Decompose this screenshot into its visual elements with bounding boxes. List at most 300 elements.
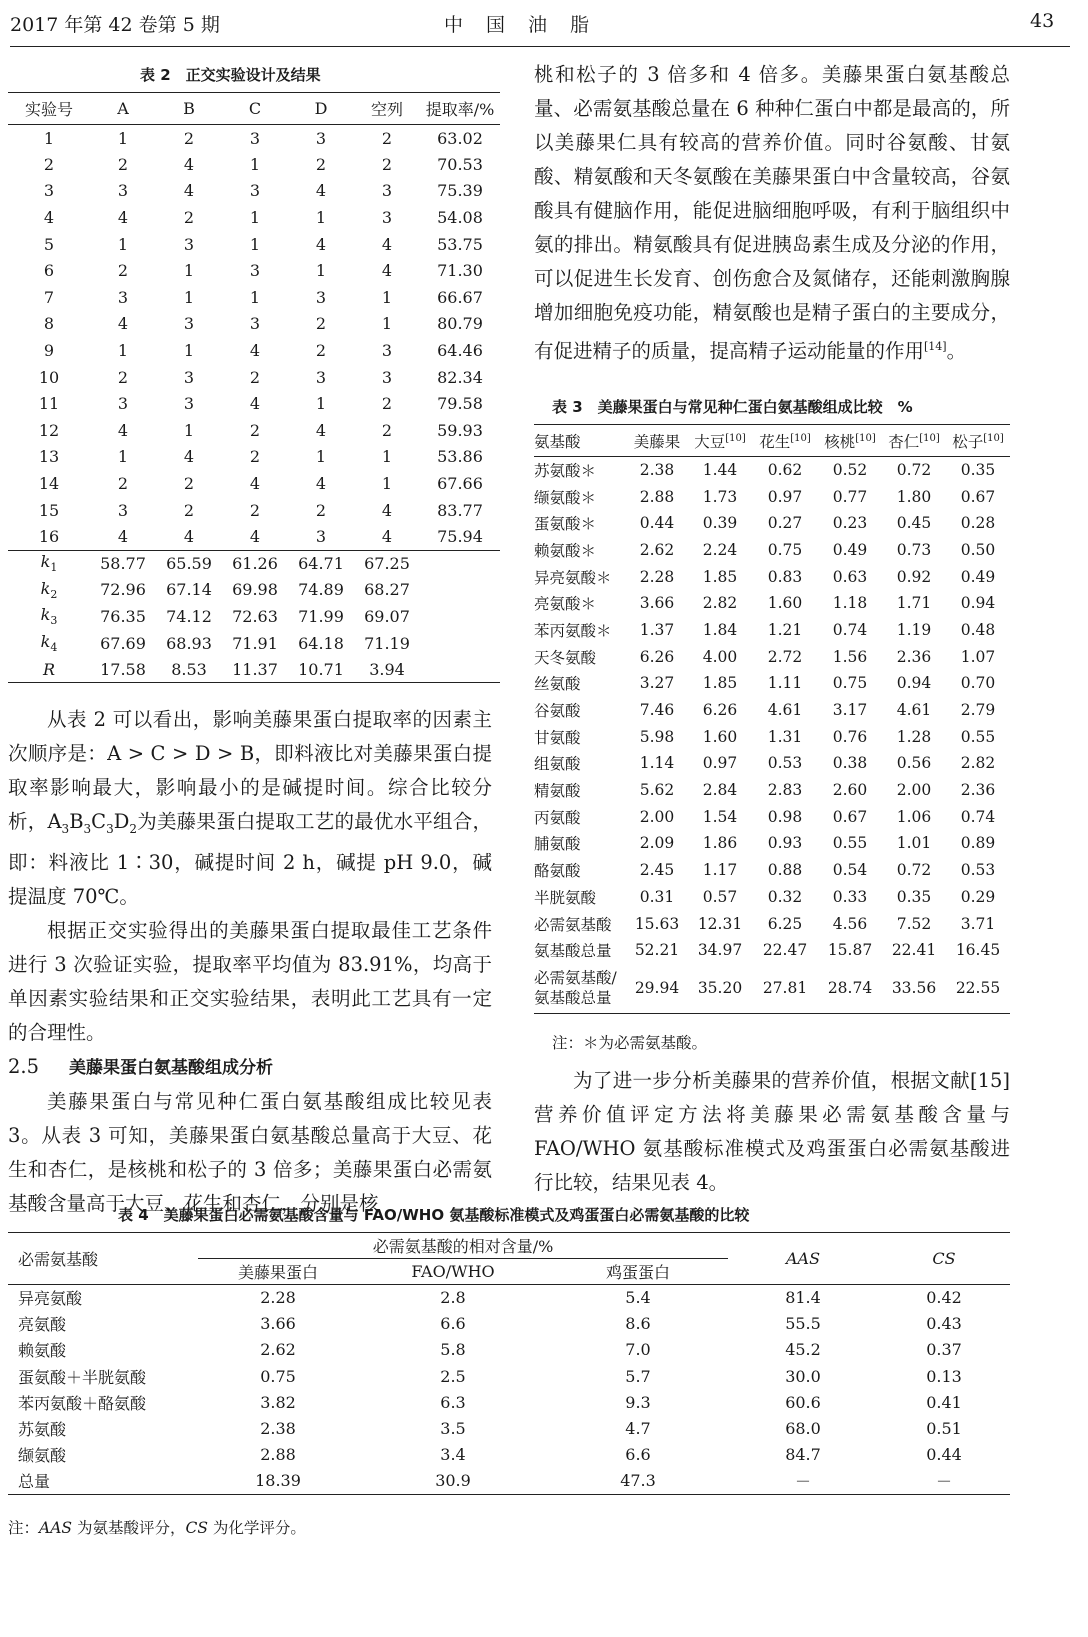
paragraph-verification: 根据正交实验得出的美藤果蛋白提取最佳工艺条件进行 3 次验证实验，提取率平均值为 83.91%，均高于单因素实验结果和正交实验结果，表明此工艺具有一定的合理性。: [8, 918, 492, 1044]
table3-cell: 1.14: [639, 754, 675, 773]
table3-note: 注：＊为必需氨基酸。: [552, 1034, 708, 1052]
table3-cell: 0.35: [896, 887, 932, 906]
table3-header-cell: 松子[10]: [952, 432, 1004, 451]
table2-cell: 2: [249, 367, 261, 387]
table4-cell: 0.51: [926, 1419, 962, 1439]
table4-cell: 3.82: [260, 1392, 296, 1412]
table3-cell: 2.88: [639, 487, 675, 506]
table4-cell: 9.3: [625, 1392, 651, 1412]
table2-cell: 3: [117, 287, 129, 307]
table2-k-cell: 3.94: [369, 659, 405, 679]
table2-cell: 53.86: [437, 447, 483, 467]
table2-cell: 1: [249, 208, 261, 228]
table3-cell: 0.53: [767, 754, 803, 773]
table4-cell: 45.2: [785, 1340, 821, 1360]
table3-row: [534, 537, 1010, 564]
table2-cell: 2: [249, 500, 261, 520]
table2-k-row: [8, 630, 500, 657]
table3-cell: 22.47: [762, 941, 808, 960]
table3-cell: 4.00: [702, 647, 738, 666]
table4-cell: 0.42: [926, 1288, 962, 1308]
table3-cell: 天冬氨酸: [534, 648, 597, 667]
table2-cell: 13: [38, 447, 60, 467]
table3-row: [534, 483, 1010, 510]
table2-row: [8, 257, 500, 284]
table3-ratio-label: 必需氨基酸/ 氨基酸总量: [534, 969, 617, 1008]
table2-cell: 2: [43, 154, 55, 174]
journal-title: 中 国 油 脂: [444, 14, 592, 36]
table3-row: [534, 457, 1010, 484]
table2-k-body: [8, 550, 500, 683]
table4-cell: 2.62: [260, 1340, 296, 1360]
table2-cell: 3: [381, 181, 393, 201]
table3-cell: 1.60: [767, 594, 803, 613]
table2-cell: 3: [249, 128, 261, 148]
table2-empty-cell: [420, 550, 500, 577]
table2-k-cell: 64.71: [298, 554, 344, 574]
table2-k-cell: 67.25: [364, 554, 410, 574]
table2-header-cell: 实验号: [24, 100, 73, 119]
table3-cell: 22.41: [891, 941, 937, 960]
table4-header-group: 必需氨基酸的相对含量/%: [198, 1233, 728, 1259]
section-title: 美藤果蛋白氨基酸组成分析: [69, 1057, 274, 1078]
table2-cell: 15: [38, 500, 60, 520]
table3-cell: 2.28: [639, 567, 675, 586]
table2-cell: 14: [38, 474, 60, 494]
section-heading: [8, 1050, 492, 1085]
table2-k-cell: 58.77: [100, 554, 146, 574]
table2-row: [8, 337, 500, 364]
table4-body: [8, 1285, 1010, 1495]
table4-cell: 3.4: [440, 1445, 466, 1465]
table2-row: [8, 444, 500, 471]
table2-cell: 67.66: [437, 474, 483, 494]
table3-header-cell: 花生[10]: [759, 432, 811, 451]
table4-subheader-cell: FAO/WHO: [411, 1262, 495, 1281]
table3-header-cell: 美藤果: [633, 432, 681, 451]
table4-caption: 表 4 美藤果蛋白必需氨基酸含量与 FAO/WHO 氨基酸标准模式及鸡蛋蛋白必需氨基酸的比较: [118, 1206, 750, 1224]
table4-cell: 苯丙氨酸＋酪氨酸: [18, 1393, 147, 1413]
table2-cell: 11: [38, 394, 60, 414]
table4-cell: 0.13: [926, 1366, 962, 1386]
table2-header-cell: D: [314, 99, 328, 118]
table3-cell: 苯丙氨酸＊: [534, 621, 612, 640]
table4-row: [8, 1389, 1010, 1415]
table2-cell: 2: [183, 474, 195, 494]
table3-cell: 1.01: [896, 834, 932, 853]
left-column-text: [8, 703, 492, 1221]
table3-cell: 0.56: [896, 754, 932, 773]
table4-cell: 55.5: [785, 1314, 821, 1334]
table3-cell: 0.35: [960, 461, 996, 480]
table3-cell: 0.54: [832, 861, 868, 880]
table2-header-cell: A: [117, 99, 129, 118]
table3-cell: 酪氨酸: [534, 862, 581, 881]
table2-cell: 4: [381, 234, 393, 254]
table2-k-row: [8, 577, 500, 604]
table4-row: [8, 1285, 1010, 1311]
table2-k-cell: 76.35: [100, 606, 146, 626]
table3-cell: 2.62: [639, 540, 675, 559]
table2-cell: 54.08: [437, 208, 483, 228]
table4-cell: 蛋氨酸＋半胱氨酸: [18, 1367, 147, 1387]
table2-k-cell: 8.53: [171, 659, 207, 679]
table4-row: [8, 1468, 1010, 1494]
table3-cell: 甘氨酸: [534, 728, 581, 747]
right-column-text: [534, 58, 1010, 369]
table2: [8, 92, 500, 683]
table3-cell: 0.74: [832, 620, 868, 639]
table2-cell: 1: [43, 128, 55, 148]
table3-cell: 半胱氨酸: [534, 888, 597, 907]
table3-cell: 0.50: [960, 540, 996, 559]
table2-k-cell: 11.37: [232, 659, 278, 679]
table2-k-cell: 71.99: [298, 606, 344, 626]
table4-row: [8, 1363, 1010, 1389]
table4-cell: 6.6: [440, 1314, 466, 1334]
table3-cell: 0.83: [767, 567, 803, 586]
table2-header-cell: 提取率/%: [425, 100, 495, 119]
table4-header-row-1: [8, 1233, 1010, 1259]
table2-body: [8, 125, 500, 551]
table3-cell: 2.45: [639, 861, 675, 880]
table4-cell: 亮氨酸: [18, 1315, 67, 1335]
table2-cell: 2: [117, 367, 129, 387]
table3-cell: 2.82: [702, 594, 738, 613]
table2-cell: 5: [43, 234, 55, 254]
table3-cell: 脯氨酸: [534, 835, 581, 854]
table3-cell: 氨基酸总量: [534, 942, 612, 961]
table2-cell: 1: [381, 447, 393, 467]
table3: [534, 424, 1010, 1014]
table2-cell: 2: [381, 420, 393, 440]
table3-cell: 0.27: [767, 514, 803, 533]
table3-cell: 2.00: [639, 807, 675, 826]
table2-k-cell: 68.27: [364, 580, 410, 600]
table3-cell: 0.75: [832, 674, 868, 693]
table2-cell: 3: [117, 500, 129, 520]
table2-k-cell: 17.58: [100, 659, 146, 679]
table2-cell: 1: [381, 474, 393, 494]
table3-cell: 0.75: [767, 540, 803, 559]
table3-cell: 1.06: [896, 807, 932, 826]
table4-cell: 缬氨酸: [18, 1446, 67, 1466]
table3-cell: 1.21: [767, 620, 803, 639]
table3-cell: 0.94: [960, 594, 996, 613]
table3-cell: 27.81: [762, 979, 808, 998]
table3-cell: 22.55: [955, 979, 1001, 998]
table2-caption: 表 2 正交实验设计及结果: [140, 66, 321, 84]
table2-cell: 4: [315, 181, 327, 201]
table3-cell: 4.56: [832, 914, 868, 933]
table2-row: [8, 231, 500, 258]
table2-cell: 1: [315, 447, 327, 467]
table3-cell: 苏氨酸＊: [534, 462, 597, 481]
table2-cell: 4: [117, 420, 129, 440]
table2-empty-cell: [420, 603, 500, 630]
table4-cell: 18.39: [255, 1471, 301, 1491]
table3-cell: 1.86: [702, 834, 738, 853]
table3-cell: 3.66: [639, 594, 675, 613]
table3-cell: 2.84: [702, 781, 738, 800]
table2-cell: 1: [117, 447, 129, 467]
table4-note: 注：AAS 为氨基酸评分，CS 为化学评分。: [8, 1519, 306, 1537]
table2-cell: 4: [249, 394, 261, 414]
table3-cell: 15.87: [827, 941, 873, 960]
table4-cell: 5.8: [440, 1340, 466, 1360]
table3-cell: 16.45: [955, 941, 1001, 960]
table3-row: [534, 723, 1010, 750]
table3-row: [534, 910, 1010, 937]
table2-row: [8, 125, 500, 152]
table3-cell: 1.19: [896, 620, 932, 639]
table2-cell: 3: [183, 314, 195, 334]
table3-row: [534, 857, 1010, 884]
table4-cell: 3.5: [440, 1419, 466, 1439]
table4-cell: 赖氨酸: [18, 1341, 67, 1361]
table3-cell: 0.92: [896, 567, 932, 586]
table2-cell: 2: [183, 128, 195, 148]
table3-cell: 2.72: [767, 647, 803, 666]
table3-header-cell: 大豆[10]: [694, 432, 746, 451]
table4-cell: 2.28: [260, 1288, 296, 1308]
table3-cell: 0.77: [832, 487, 868, 506]
table4-cell: 47.3: [620, 1471, 656, 1491]
table2-cell: 59.93: [437, 420, 483, 440]
table3-cell: 0.39: [702, 514, 738, 533]
table3-cell: 0.72: [896, 461, 932, 480]
table2-row: [8, 523, 500, 550]
table2-cell: 7: [43, 287, 55, 307]
table2-empty-cell: [420, 577, 500, 604]
table3-cell: 0.73: [896, 540, 932, 559]
table3-row: [534, 510, 1010, 537]
table2-cell: 4: [381, 500, 393, 520]
table3-cell: 0.28: [960, 514, 996, 533]
table2-cell: 1: [183, 261, 195, 281]
table3-cell: 谷氨酸: [534, 702, 581, 721]
table3-cell: 1.71: [896, 594, 932, 613]
table2-cell: 4: [117, 208, 129, 228]
table2-k-cell: 65.59: [166, 554, 212, 574]
table2-cell: 9: [43, 341, 55, 361]
table2-row: [8, 364, 500, 391]
table2-k-cell: 61.26: [232, 554, 278, 574]
table4-cell: 30.0: [785, 1366, 821, 1386]
table3-cell: 0.23: [832, 514, 868, 533]
table3-cell: 0.49: [832, 540, 868, 559]
table2-cell: 66.67: [437, 287, 483, 307]
table3-cell: 2.60: [832, 781, 868, 800]
optimal-combination: $A_3B_3C_3D_2$: [47, 810, 138, 836]
table3-header-cell: 核桃[10]: [824, 432, 876, 451]
table3-cell: 0.63: [832, 567, 868, 586]
table2-k-label: $k_4$: [40, 631, 58, 655]
table2-k-label: $k_1$: [40, 552, 58, 575]
table4-cell: 60.6: [785, 1392, 821, 1412]
table3-cell: 赖氨酸＊: [534, 541, 597, 560]
table3-cell: 2.36: [960, 781, 996, 800]
table3-cell: 28.74: [827, 979, 873, 998]
table2-cell: 10: [38, 367, 60, 387]
table2-cell: 6: [43, 261, 55, 281]
table2-cell: 4: [183, 526, 195, 546]
table3-cell: 蛋氨酸＊: [534, 515, 597, 534]
table3-cell: 2.79: [960, 701, 996, 720]
table2-cell: 1: [249, 287, 261, 307]
page-number: 43: [1030, 10, 1055, 32]
table2-k-cell: 67.14: [166, 580, 212, 600]
table2-k-cell: 69.98: [232, 580, 278, 600]
table2-cell: 1: [381, 314, 393, 334]
table3-cell: 0.53: [960, 861, 996, 880]
table3-cell: 缬氨酸＊: [534, 488, 597, 507]
table4-subheader-cell: 鸡蛋蛋白: [605, 1263, 670, 1282]
table3-cell: 0.89: [960, 834, 996, 853]
table2-cell: 1: [183, 341, 195, 361]
table3-header-row: [534, 425, 1010, 457]
table2-k-cell: 72.63: [232, 606, 278, 626]
table3-cell: 0.70: [960, 674, 996, 693]
table2-empty-cell: [420, 630, 500, 657]
table3-cell: 2.82: [960, 754, 996, 773]
table3-cell: 4.61: [896, 701, 932, 720]
table3-cell: 2.38: [639, 461, 675, 480]
table3-cell: 6.26: [702, 701, 738, 720]
table3-cell: 3.27: [639, 674, 675, 693]
table3-cell: 1.11: [767, 674, 803, 693]
table4: [8, 1232, 1010, 1495]
table2-cell: 2: [381, 394, 393, 414]
table2-cell: 1: [117, 128, 129, 148]
table2-cell: 3: [381, 208, 393, 228]
journal-issue: 2017 年第 42 卷第 5 期: [10, 14, 220, 36]
table4-cell: 苏氨酸: [18, 1420, 67, 1440]
table2-cell: 4: [249, 526, 261, 546]
table3-cell: 0.67: [832, 807, 868, 826]
table2-cell: 4: [315, 420, 327, 440]
table2-k-cell: 74.12: [166, 606, 212, 626]
table3-cell: 组氨酸: [534, 755, 581, 774]
table2-cell: 4: [117, 526, 129, 546]
table2-cell: 70.53: [437, 154, 483, 174]
table2-cell: 83.77: [437, 500, 483, 520]
table2-cell: 3: [315, 526, 327, 546]
table4-cell: 2.88: [260, 1445, 296, 1465]
table3-cell: 1.54: [702, 807, 738, 826]
table2-cell: 3: [183, 234, 195, 254]
table3-cell: 12.31: [697, 914, 743, 933]
table3-row: [534, 750, 1010, 777]
table2-cell: 4: [381, 261, 393, 281]
table3-cell: 2.36: [896, 647, 932, 666]
table3-row: [534, 590, 1010, 617]
table4-cell: 3.66: [260, 1314, 296, 1334]
table4-cell: 4.7: [625, 1419, 651, 1439]
table4-cell: －: [935, 1472, 952, 1492]
table2-k-row: [8, 550, 500, 577]
table2-row: [8, 151, 500, 178]
table2-cell: 2: [315, 341, 327, 361]
table2-cell: 3: [249, 181, 261, 201]
header-rule: [10, 46, 1070, 47]
table3-row: [534, 617, 1010, 644]
table2-cell: 1: [249, 154, 261, 174]
table2-cell: 4: [249, 474, 261, 494]
table3-cell: 0.52: [832, 461, 868, 480]
table2-cell: 16: [38, 526, 60, 546]
table4-subheader-cell: 美藤果蛋白: [237, 1263, 318, 1282]
table3-cell: 0.97: [767, 487, 803, 506]
table2-cell: 1: [315, 208, 327, 228]
table2-cell: 4: [43, 208, 55, 228]
table2-k-row: [8, 603, 500, 630]
table3-cell: 52.21: [634, 941, 680, 960]
table2-cell: 71.30: [437, 261, 483, 281]
table2-cell: 3: [43, 181, 55, 201]
table2-cell: 4: [315, 474, 327, 494]
table4-cell: 8.6: [625, 1314, 651, 1334]
table2-k-cell: 69.07: [364, 606, 410, 626]
table3-cell: 0.88: [767, 861, 803, 880]
table2-k-row: [8, 656, 500, 683]
table4-cell: 30.9: [435, 1471, 471, 1491]
table3-cell: 0.32: [767, 887, 803, 906]
table2-cell: 3: [249, 261, 261, 281]
table3-cell: 0.67: [960, 487, 996, 506]
table2-cell: 4: [183, 154, 195, 174]
table2-k-cell: 68.93: [166, 633, 212, 653]
table2-cell: 4: [183, 447, 195, 467]
table2-cell: 2: [249, 420, 261, 440]
table2-k-cell: 74.89: [298, 580, 344, 600]
table3-row: [534, 670, 1010, 697]
table3-cell: 1.84: [702, 620, 738, 639]
table2-k-cell: 72.96: [100, 580, 146, 600]
table2-row: [8, 284, 500, 311]
table3-cell: 2.83: [767, 781, 803, 800]
table3-cell: 0.55: [832, 834, 868, 853]
table4-cell: 2.8: [440, 1288, 466, 1308]
table2-k-label: $k_3$: [40, 605, 58, 628]
table2-k-cell: 10.71: [298, 659, 344, 679]
table3-cell: 0.93: [767, 834, 803, 853]
table4-cell: 2.38: [260, 1419, 296, 1439]
table2-cell: 4: [249, 341, 261, 361]
table2-cell: 4: [117, 314, 129, 334]
table2-cell: 4: [183, 181, 195, 201]
table4-cell: 7.0: [625, 1340, 651, 1360]
table2-cell: 1: [183, 420, 195, 440]
table4-cell: 0.75: [260, 1366, 296, 1386]
table3-cell: 2.00: [896, 781, 932, 800]
table3-cell: 2.24: [702, 540, 738, 559]
table2-cell: 3: [315, 287, 327, 307]
table4-header-aas: AAS: [728, 1233, 878, 1285]
table4-cell: 5.7: [625, 1366, 651, 1386]
table3-cell: 0.49: [960, 567, 996, 586]
table2-cell: 3: [315, 128, 327, 148]
table2-cell: 3: [315, 367, 327, 387]
table3-header-cell: 氨基酸: [534, 432, 581, 451]
table3-row: [534, 563, 1010, 590]
table3-cell: 6.26: [639, 647, 675, 666]
table4-header-first: 必需氨基酸: [8, 1233, 198, 1285]
table3-cell: 1.80: [896, 487, 932, 506]
table4-row: [8, 1415, 1010, 1441]
table3-cell: 2.09: [639, 834, 675, 853]
table3-cell: 0.44: [639, 514, 675, 533]
